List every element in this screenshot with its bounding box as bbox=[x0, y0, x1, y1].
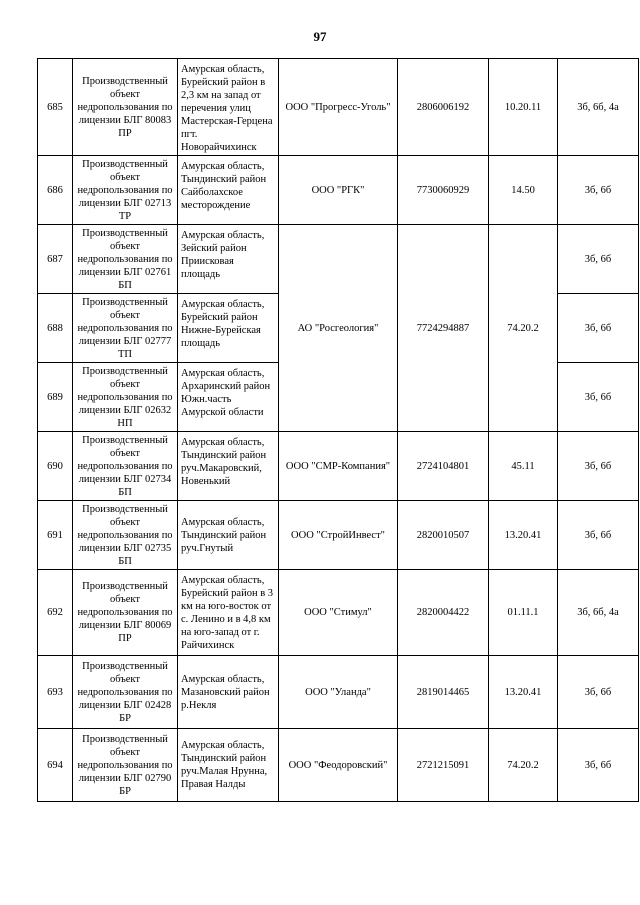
object-name: Производственный объект недропользования по лицензии БЛГ 02777 ТП bbox=[73, 294, 178, 363]
organization: ООО "Стимул" bbox=[279, 570, 398, 656]
criteria: 3б, 6б bbox=[558, 432, 639, 501]
okved-code: 01.11.1 bbox=[489, 570, 558, 656]
table-row bbox=[38, 59, 639, 156]
row-number: 691 bbox=[38, 501, 73, 570]
inn: 2820010507 bbox=[398, 501, 489, 570]
row-number: 694 bbox=[38, 729, 73, 802]
okved-code: 14.50 bbox=[489, 156, 558, 225]
object-name: Производственный объект недропользования по лицензии БЛГ 80083 ПР bbox=[73, 59, 178, 156]
criteria: 3б, 6б bbox=[558, 156, 639, 225]
object-location: Амурская область, Тындинский район руч.Макаровский, Новенький bbox=[178, 432, 279, 501]
organization: ООО "Уланда" bbox=[279, 656, 398, 729]
row-number: 688 bbox=[38, 294, 73, 363]
object-name: Производственный объект недропользования по лицензии БЛГ 02790 БР bbox=[73, 729, 178, 802]
object-name: Производственный объект недропользования по лицензии БЛГ 02428 БР bbox=[73, 656, 178, 729]
page-number: 97 bbox=[313, 29, 327, 44]
okved-code: 74.20.2 bbox=[489, 729, 558, 802]
table-row bbox=[38, 656, 639, 729]
table-row bbox=[38, 156, 639, 225]
criteria: 3б, 6б bbox=[558, 656, 639, 729]
criteria: 3б, 6б bbox=[558, 363, 639, 432]
row-number: 686 bbox=[38, 156, 73, 225]
organization: ООО "РГК" bbox=[279, 156, 398, 225]
object-name: Производственный объект недропользования по лицензии БЛГ 02713 ТР bbox=[73, 156, 178, 225]
inn: 2819014465 bbox=[398, 656, 489, 729]
criteria: 3б, 6б, 4а bbox=[558, 570, 639, 656]
inn: 7724294887 bbox=[398, 225, 489, 432]
row-number: 685 bbox=[38, 59, 73, 156]
object-location: Амурская область, Зейский район Приисковая площадь bbox=[178, 225, 279, 294]
object-name: Производственный объект недропользования по лицензии БЛГ 02761 БП bbox=[73, 225, 178, 294]
row-number: 687 bbox=[38, 225, 73, 294]
okved-code: 13.20.41 bbox=[489, 501, 558, 570]
table-row bbox=[38, 501, 639, 570]
object-location: Амурская область, Бурейский район в 3 км на юго-восток от с. Ленино и в 4,8 км на юго-запад от г. Райчихинск bbox=[178, 570, 279, 656]
organization: ООО "СМР-Компания" bbox=[279, 432, 398, 501]
registry-table bbox=[37, 58, 639, 802]
object-name: Производственный объект недропользования по лицензии БЛГ 02632 НП bbox=[73, 363, 178, 432]
table-row bbox=[38, 729, 639, 802]
okved-code: 13.20.41 bbox=[489, 656, 558, 729]
okved-code: 74.20.2 bbox=[489, 225, 558, 432]
object-location: Амурская область, Мазановский район р.Некля bbox=[178, 656, 279, 729]
row-number: 689 bbox=[38, 363, 73, 432]
inn: 7730060929 bbox=[398, 156, 489, 225]
criteria: 3б, 6б bbox=[558, 294, 639, 363]
object-location: Амурская область, Тындинский район руч.Малая Нрунна, Правая Налды bbox=[178, 729, 279, 802]
object-name: Производственный объект недропользования по лицензии БЛГ 80069 ПР bbox=[73, 570, 178, 656]
object-name: Производственный объект недропользования по лицензии БЛГ 02734 БП bbox=[73, 432, 178, 501]
row-number: 690 bbox=[38, 432, 73, 501]
organization: ООО "Феодоровский" bbox=[279, 729, 398, 802]
inn: 2820004422 bbox=[398, 570, 489, 656]
inn: 2806006192 bbox=[398, 59, 489, 156]
table-row bbox=[38, 570, 639, 656]
inn: 2724104801 bbox=[398, 432, 489, 501]
object-name: Производственный объект недропользования по лицензии БЛГ 02735 БП bbox=[73, 501, 178, 570]
inn: 2721215091 bbox=[398, 729, 489, 802]
table-row bbox=[38, 225, 639, 294]
organization: ООО "Прогресс-Уголь" bbox=[279, 59, 398, 156]
criteria: 3б, 6б bbox=[558, 225, 639, 294]
okved-code: 10.20.11 bbox=[489, 59, 558, 156]
table-row bbox=[38, 432, 639, 501]
okved-code: 45.11 bbox=[489, 432, 558, 501]
criteria: 3б, 6б bbox=[558, 729, 639, 802]
row-number: 692 bbox=[38, 570, 73, 656]
object-location: Амурская область, Архаринский район Южн.часть Амурской области bbox=[178, 363, 279, 432]
row-number: 693 bbox=[38, 656, 73, 729]
organization: ООО "СтройИнвест" bbox=[279, 501, 398, 570]
criteria: 3б, 6б bbox=[558, 501, 639, 570]
organization: АО "Росгеология" bbox=[279, 225, 398, 432]
object-location: Амурская область, Тындинский район руч.Гнутый bbox=[178, 501, 279, 570]
object-location: Амурская область, Бурейский район в 2,3 км на запад от перечения улиц Мастерская-Герцена пгт. Новорайчихинск bbox=[178, 59, 279, 156]
object-location: Амурская область, Тындинский район Сайболахское месторождение bbox=[178, 156, 279, 225]
object-location: Амурская область, Бурейский район Нижне-Бурейская площадь bbox=[178, 294, 279, 363]
criteria: 3б, 6б, 4а bbox=[558, 59, 639, 156]
